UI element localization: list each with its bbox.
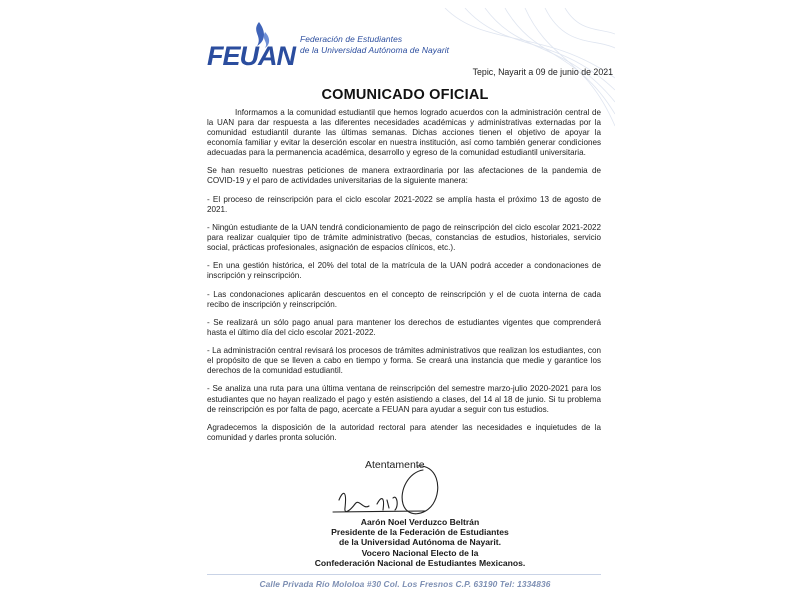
paragraph-thanks: Agradecemos la disposición de la autoridad rectoral para atender las necesidades e inquietudes de la comunidad y darles pronta solución. [207,422,601,442]
paragraph-context: Se han resuelto nuestras peticiones de manera extraordinaria por las afectaciones de la pandemia de COVID-19 y el paro de actividades universitarias de la siguiente manera: [207,166,601,186]
letter-body [207,108,601,451]
logo-organization-name [300,34,480,55]
logo-line-1: Federación de Estudiantes [300,34,403,44]
signer-block [295,517,545,568]
paragraph-intro: Informamos a la comunidad estudiantil que hemos logrado acuerdos con la administración central de la UAN para dar respuesta a las diferentes necesidades académicas y administrativas externadas por la comunidad estudiantil durante las últimas semanas. Dichas acciones tienen el objetivo de apoyar la economía familiar y evitar la deserción escolar en nuestra institución, así como también generar condiciones adecuadas para la permanencia académica, desarrollo y egreso de la comunidad estudiantil universitaria. [207,108,601,158]
signer-title-2: de la Universidad Autónoma de Nayarit. [338,537,502,548]
list-item: - Las condonaciones aplicarán descuentos en el concepto de reinscripción y el de cuota interna de cada recibo de inscripción y reinscripción. [207,289,601,309]
list-item: - Ningún estudiante de la UAN tendrá condicionamiento de pago de reinscripción del ciclo escolar 2021-2022 para realizar cualquier tipo de trámite administrativo (becas, constancias de estudios, historiales, servicio social, prácticas profesionales, asignación de espacios clínicos, etc.). [207,222,601,253]
closing-salutation: Atentamente [365,459,425,471]
feuan-logo [207,18,299,70]
letter-page [195,8,615,596]
signer-title-4: Confederación Nacional de Estudiantes Mexicanos. [314,557,526,568]
page-title: COMUNICADO OFICIAL [321,87,489,103]
handwritten-signature [325,460,445,522]
signer-title-3: Vocero Nacional Electo de la [361,547,479,558]
list-item: - La administración central revisará los procesos de trámites administrativos que realizan los estudiantes, con el propósito de que se lleven a cabo en tiempo y forma. Se creará una instancia que medie y garantice los derechos de la comunidad estudiantil. [207,346,601,376]
list-item: - Se realizará un sólo pago anual para mantener los derechos de estudiantes vigentes que comprenderá hasta el último día del ciclo escolar 2021-2022. [207,317,601,337]
footer-address: Calle Privada Río Mololoa #30 Col. Los Fresnos C.P. 63190 Tel: 1334836 [259,579,551,589]
logo-wordmark: FEUAN [207,41,295,70]
logo-line-2: de la Universidad Autónoma de Nayarit [300,44,450,55]
footer-divider [207,574,601,575]
signer-name: Aarón Noel Verduzco Beltrán [360,517,480,527]
list-item: - Se analiza una ruta para una última ventana de reinscripción del semestre marzo-julio 2020-2021 para los estudiantes que no hayan realizado el pago y estén asistiendo a clases, del 14 al 18 de junio. Si tu problema de reinscripción es por falta de pago, acercate a FEUAN para ayudar a seguir con tus estudios. [207,384,601,414]
letter-date: Tepic, Nayarit a 09 de junio de 2021 [472,67,613,77]
letterhead [207,12,613,77]
list-item: - En una gestión histórica, el 20% del total de la matrícula de la UAN podrá acceder a condonaciones de inscripción y reinscripción. [207,261,601,281]
list-item: - El proceso de reinscripción para el ciclo escolar 2021-2022 se amplía hasta el próximo 13 de agosto de 2021. [207,194,601,214]
signer-title-1: Presidente de la Federación de Estudiantes [331,527,509,538]
